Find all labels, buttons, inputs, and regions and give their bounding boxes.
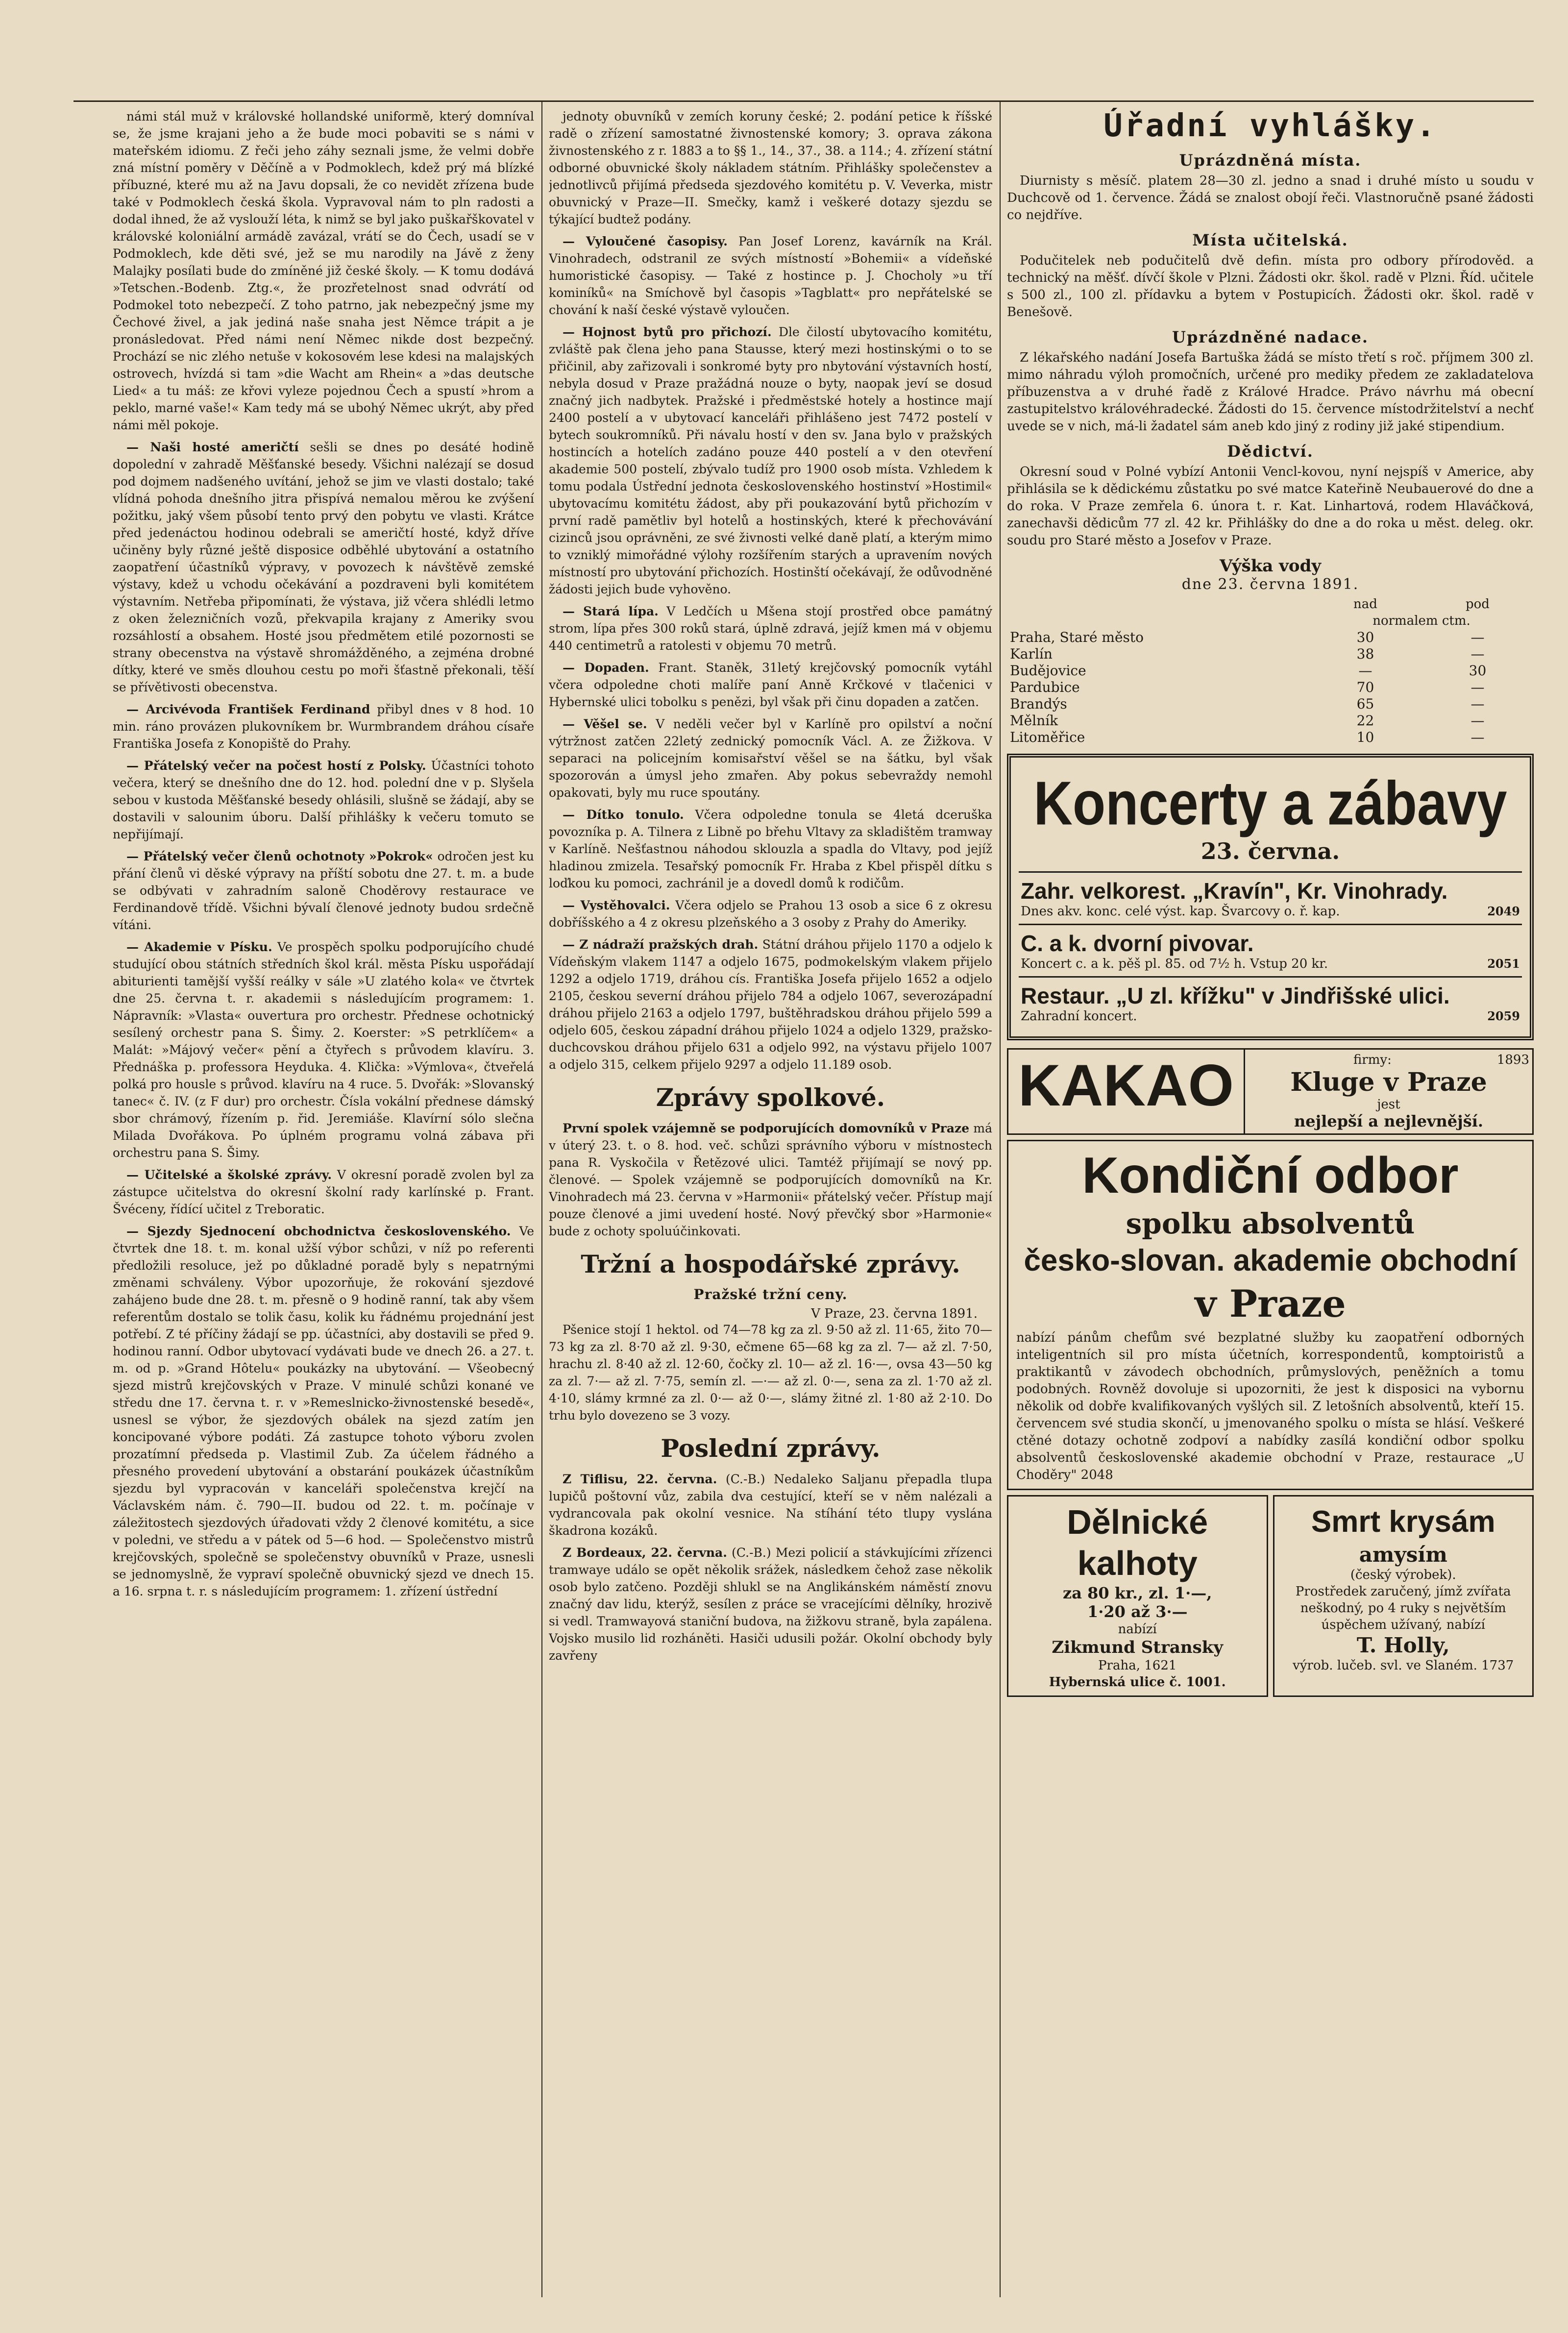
- article-lead: — Dopaden.: [563, 661, 649, 675]
- kakao-year: 1893: [1496, 1053, 1529, 1067]
- trzni-date: V Praze, 23. června 1891.: [811, 1306, 978, 1321]
- water-pod: —: [1470, 712, 1485, 729]
- delnicke-addr: Praha, 1621: [1098, 1658, 1177, 1673]
- article-paragraph: [113, 1223, 534, 1600]
- article-paragraph: [113, 108, 534, 434]
- article-paragraph: [113, 938, 534, 1161]
- water-row: [1007, 663, 1534, 679]
- water-head-pod: pod: [1465, 597, 1490, 612]
- article-paragraph: [549, 108, 992, 228]
- water-head-nad: nad: [1353, 597, 1377, 612]
- spolkove-title: Zprávy spolkové.: [656, 1083, 885, 1112]
- article-text: sešli se dnes po desáté hodině dopolední v zahradě Měšťanské besedy. Všichni nalézají se dosud pod dojmem nadšeného uvítání, jehož se jim ve vlasti dostalo; také vlídná pohoda dnešního jitra přispívá nemalou měrou ke zvýšení požitku, jaký všem působí tento prvý den pobytu ve vlasti. Krátce před jedenáctou hodinou odebrali se američtí hosté, když dříve učiněny byly různé ještě disposice odběhlé ubytování a ostatního zaopatření účastníků výpravy, v povozech k návštěvě zemské výstavy, kdež u vchodu očekávání a pozdraveni byli komitétem výstavním. Netřeba připomínati, že výstava, již včera shlédli letmo z oken železničních vozů, překvapila krajany z Ameriky svou rozsáhlostí a obsahem. Hosté jsou předmětem etilé pozornosti se strany obecenstva na výstavě shromážděného, a zejména drobné dítky, které ve směs dlouhou cestu po moři šťastně překonali, těší se přívětivosti obecenstva.: [113, 440, 534, 694]
- koncert-listing: [1019, 976, 1522, 1029]
- koncert-number: 2051: [1487, 957, 1520, 971]
- article-lead: — Učitelské a školské zprávy.: [126, 1168, 332, 1182]
- delnicke-big1: Dělnické: [1067, 1503, 1208, 1541]
- article-text: V Ledčích u Mšena stojí prostřed obce památný strom, lípa přes 300 roků stará, úplně zdravá, jejíž kmen má v objemu 440 centimetrů a ratolesti v objemu 70 metrů.: [549, 604, 992, 653]
- water-place: Praha, Staré město: [1010, 629, 1144, 645]
- article-paragraph: [549, 323, 992, 598]
- article-text: Dle čilostí ubytovacího komitétu, zvláště pak člena jeho pana Stausse, který mezi hostinskými o to se přičinil, aby zařizovali i sonkromé byty pro nbytování výstavních hostí, nebyla dosud v Praze pražádná nouze o byty, naopak jeví se dosud značný jich nadbytek. Pražské i předměstské hotely a hostince mají 2400 postelí a v ubytovací kanceláři přihlášeno jest 7472 postelí v bytech soukromníků. Při návalu hostí v den sv. Jana bylo v pražských hostincích a hotelích zadáno pouze 440 postelí a v den otevření akademie 500 postelí, zbývalo tudíž pro 1900 osob místa. Vzhledem k tomu podala Ústřední jednota československého hostinství »Hostimil« ubytovacímu komitétu žádost, aby při poukazování bytů přichozím v první radě pamětliv byl hotelů a hostinských, které k přechovávání cizinců jsou oprávněni, ze své živnosti velké daně platí, a kterým mimo to vzniklý mimořádné výlohy rozšířením starých a upravením nových místností pro ubytování přichozích. Hostinští očekávají, že odůvodněné žádosti jejich bude vyhověno.: [549, 325, 992, 596]
- notice-heading: Uprázdněné nadace.: [1172, 328, 1369, 346]
- article-lead: Z Bordeaux, 22. června.: [563, 1546, 727, 1560]
- article-text: Ve prospěch spolku podporujícího chudé studující obou státních středních škol král. města Písku uspořádají abiturienti tamější vyšší reálky v sále »U zlatého kola« ve čtvrtek dne 25. června t. r. akademii s následujícím programem: 1. Nápravník: »Vlasta« ouvertura pro orchestr. Přednese ochotnický sesílený orchestr pana S. Šimy. 2. Koerster: »S petrklíčem« a Malát: »Májový večer« pění a čtyřech s průvodem klavíru. 3. Přednáška p. professora Heyduka. 4. Klička: »Výmlova«, čtveřelá polká pro housle s průvod. klavíru na 4 ruce. 5. Dvořák: »Slovanský tanec« č. IV. (z F dur) pro orchestr. Čísla vokální přednese dámský sbor chrámový, řízením p. řid. Jeremiáše. Klavírní sólo slečna Milada Dvořákova. Po úplném programu volná zábava při orchestru pana S. Šimy.: [113, 940, 534, 1160]
- article-lead: — Vystěhovalci.: [563, 898, 670, 912]
- newspaper-page: [74, 100, 1534, 2297]
- article-paragraph: [113, 439, 534, 696]
- kondicni-body: nabízí pánům chefům své bezplatné služby ku zaopatření odborných inteligentních sil pro místa účetních, korrespondentů, komptoiristů a praktikantů v závodech obchodních, průmyslových, peněžních a tomu podobných. Rovněž dovoluje si upozorniti, že jest k disposici na vybornu několik od dobře kvalifikovaných vyšlých sil. Z letošních absolventů, kteří 15. červencem své studia skončí, u jmenovaného spolku o místa se hlásí. Veškeré ctěné dotazy ochotně zodpoví a nabídky zasílá kondiční odbor spolku absolventů československé akademie obchodní v Praze, restaurace „U Choděry" 2048: [1016, 1330, 1524, 1482]
- article-paragraph: [549, 936, 992, 1073]
- article-paragraph: [549, 897, 992, 931]
- water-row: [1007, 696, 1534, 712]
- koncert-listing: [1019, 924, 1522, 976]
- article-paragraph: [549, 806, 992, 892]
- water-pod: —: [1470, 629, 1485, 645]
- koncerty-heading: Koncerty a zábavy: [1033, 768, 1507, 838]
- koncert-number: 2059: [1487, 1009, 1520, 1023]
- water-place: Budějovice: [1010, 663, 1086, 679]
- column-2: [549, 108, 992, 2297]
- water-nad: 38: [1356, 646, 1374, 662]
- trzni-title: Tržní a hospodářské zprávy.: [581, 1250, 960, 1278]
- smrt-name: amysím: [1359, 1543, 1447, 1567]
- article-text: V neděli večer byl v Karlíně pro opilství a noční výtržnost zatčen 22letý zednický pomocník Václ. A. ze Žižkova. V separaci na policejním komisařství věšel se na šátku, byl však spozorován a úmysl jeho zmařen. Aby pokus sebevraždy nemohl opakovati, byly mu ruce spoutány.: [549, 717, 992, 800]
- article-text: Včera odpoledne tonula se 4letá dceruška povozníka p. A. Tilnera z Libně po břehu Vltavy za skladištěm tramway v Karlíně. Nešťastnou náhodou sklouzla a spadla do Vltavy, pod jejíž hladinou zmizela. Tesařský pomocník Fr. Hraba z Kbel přispěl dítku s loďkou ku pomoci, zachránil je a dovedl domů k rodičům.: [549, 808, 992, 890]
- kakao-ad: [1007, 1048, 1534, 1135]
- notice-heading: Uprázdněná místa.: [1179, 151, 1362, 170]
- delnicke-big2: kalhoty: [1077, 1544, 1198, 1582]
- water-row: [1007, 679, 1534, 696]
- water-place: Mělník: [1010, 712, 1058, 729]
- smrt-firm: T. Holly,: [1356, 1633, 1450, 1657]
- article-text: odročen jest ku přání členů vi děské výpravy na příští sobotu dne 27. t. m. a bude se odbývati v zahradním saloně Choděrovy restaurace ve Ferdinandově třídě. Všichni bývalí členové jednoty budou srdečně vítáni.: [113, 849, 534, 932]
- water-nad: 10: [1356, 729, 1374, 745]
- article-text: Účastníci tohoto večera, který se dnešního dne do 12. hod. polední dne v p. Slyšela sebou v kustoda Měšťanské besedy ohlásili, slušně se žádají, aby se dostavili v salounim úboru. Další přihlášky k večeru tomuto se nepřijímají.: [113, 759, 534, 841]
- water-row: [1007, 729, 1534, 746]
- notice-text: Okresní soud v Polné vybízí Antonii Vencl-kovou, nyní nejspíš v Americe, aby přihlásila se k dědickému zůstatku po své matce Kateřině Neubauerové do dne a do roka. V Praze zemřela 6. února t. r. Kat. Linhartová, rodem Hlaváčková, zanechavši dědicům 77 zl. 42 kr. Přihlášky do dne a do roka u měst. deleg. okr. soudu pro Staré město a Josefov v Praze.: [1007, 465, 1534, 548]
- article-paragraph: [549, 1544, 992, 1664]
- kondicni-t2: spolku absolventů: [1126, 1207, 1415, 1240]
- article-lead: — Věšel se.: [563, 717, 647, 731]
- koncert-venue: C. a k. dvorní pivovar.: [1021, 931, 1254, 956]
- kondicni-t4: v Praze: [1195, 1282, 1346, 1326]
- article-lead: — Naši hosté američtí: [126, 440, 299, 454]
- water-place: Litoměřice: [1010, 729, 1085, 745]
- article-lead: — Vyloučené časopisy.: [563, 234, 728, 248]
- water-table: [1007, 596, 1534, 746]
- column-rule: [541, 102, 542, 2297]
- trzni-text: Pšenice stojí 1 hektol. od 74—78 kg za zl. 9·50 až zl. 11·65, žito 70—73 kg za zl. 8·70 až zl. 9·30, ečmene 65—68 kg za zl. 7— až zl. 7·50, hrachu zl. 8·40 až zl. 12·60, čočky zl. 10— až zl. 16·—, ovsa 43—50 kg za zl. 7·— až zl. 7·75, semín zl. —·— až zl. 0·—, sena za zl. 1·70 až zl. 4·10, slámy krmné za zl. 0·— až 0·—, slámy žitné zl. 1·80 až 2·10. Do trhu bylo dovezeno se 3 vozy.: [549, 1323, 992, 1423]
- column-3: [1007, 108, 1534, 2297]
- notice-text: Diurnisty s měsíč. platem 28—30 zl. jedno a snad i druhé místo u soudu v Duchcově od 1. července. Žádá se znalost obojí řeči. Vlastnoručně psané žádosti co nejdříve.: [1007, 173, 1534, 222]
- notice-text: Podučitelek neb podučitelů dvě defin. místa pro odbory přírodověd. a technický na měšť. dívčí škole v Plzni. Žádosti okr. škol. radě v Plzni. Říd. učitele s 500 zl., 100 zl. přídavku a bytem v Postupicích. Žádosti okr. škol. radě v Benešově.: [1007, 253, 1534, 319]
- notice-heading: Místa učitelská.: [1192, 231, 1348, 249]
- article-paragraph: [113, 1166, 534, 1218]
- article-text: námi stál muž v královské hollandské uniformě, který domníval se, že jsme krajani jeho a že bude moci pobaviti se s námi v mateřském idiomu. Z řeči jeho záhy seznali jsme, že velmi dobře zná místní poměry v Děčíně a v Podmoklech, kdež prý má blízké příbuzné, které mu až na Javu dopsali, že co nevidět zřízena bude také v Podmoklech česká škola. Vypravoval nám to pln radosti a dodal ihned, že až vyslouží léta, k nimž se byl jako puškařškovatel v královské koloniální armádě zavázal, vrátí se do Čech, usadí se v Podmoklech, kde děti své, jež se mu narodily na Jávě z ženy Malajky posílati bude do zmíněné již české školy. — K tomu dodává »Tetschen.-Bodenb. Ztg.«, že prozřetelnost snad odvrátí od Podmokel toto nebezpečí. Z toho patrno, jak nebezpečný jsme my Čechové živel, a jak jediná naše snaha jest Němce trápit a je pronásledovat. Před námi není Němec nikde dost bezpečný. Prochází se nic zlého netuše v kokosovém lese kdesi na malajských ostrovech, hvízdá si tam »die Wacht am Rhein« a »das deutsche Lied« a tu máš: ze křovi vyleze pojednou Čech a spustí »hrom a peklo, marné vaše!« Kam tedy má se ubohý Němec ukrýt, aby před námi měl pokoje.: [113, 109, 534, 432]
- article-text: Státní dráhou přijelo 1170 a odjelo k Vídeňským vlakem 1147 a odjelo 1675, podmokelským vlakem přijelo 1292 a odjelo 1719, dráhou cís. Františka Josefa přijelo 1652 a odjelo 2105, českou severní dráhou přijelo 784 a odjelo 1067, severozápadní dráhou přijelo 2163 a odjelo 1797, buštěhradskou dráhou přijelo 599 a odjelo 605, českou západní dráhou přijelo 1024 a odjelo 1329, pražsko-duchcovskou dráhou přijelo 631 a odjelo 992, na výstavu přijelo 1007 a odjelo 315, celkem přijelo 9297 a odjelo 11.189 osob.: [549, 937, 992, 1072]
- article-lead: — Přátelský večer na počest hostí z Polsky.: [126, 759, 426, 773]
- article-lead: První spolek vzájemně se podporujících domovníků v Praze: [563, 1121, 970, 1135]
- water-nad: 70: [1356, 679, 1374, 695]
- smrt-text: Prostředek zaručený, jímž zvířata neškodný, po 4 ruky s největším úspěchem užívaný, nabízí: [1295, 1584, 1511, 1632]
- article-text: (C.-B.) Mezi policií a stávkujícími zřízenci tramwaye událo se opět několik srážek, následkem čehož zase několik osob bylo zatčeno. Později shlukl se na Anglikánském náměstí znovu značný dav lidu, kterýž, sesílen z práce se vracejícími dělníky, hrozivě si vedl. Tramwayová staniční budova, na žižkovu straně, byla zapálena. Vojsko musilo lid rozháněti. Hasiči udusili požár. Okolní obchody byly zavřeny: [549, 1546, 992, 1663]
- article-lead: — Dítko tonulo.: [563, 808, 684, 822]
- posledni-title: Poslední zprávy.: [661, 1434, 881, 1463]
- water-pod: —: [1470, 729, 1485, 745]
- kakao-word: KAKAO: [1008, 1050, 1245, 1133]
- article-paragraph: [113, 848, 534, 933]
- delnicke-ad: [1007, 1495, 1268, 1697]
- article-lead: — Hojnost bytů pro přichozí.: [563, 325, 772, 339]
- water-place: Karlín: [1010, 646, 1053, 662]
- kakao-kluge: Kluge v Praze: [1290, 1067, 1487, 1097]
- smrt-krysam-ad: [1273, 1495, 1534, 1697]
- delnicke-price1: za 80 kr., zl. 1·—,: [1063, 1584, 1212, 1602]
- water-nad: 22: [1356, 712, 1374, 729]
- article-paragraph: [113, 701, 534, 752]
- water-row: [1007, 629, 1534, 646]
- trzni-subtitle: Pražské tržní ceny.: [693, 1286, 848, 1302]
- kakao-nej: nejlepší a nejlevnější.: [1294, 1112, 1484, 1130]
- water-pod: —: [1470, 679, 1485, 695]
- koncert-number: 2049: [1487, 904, 1520, 918]
- article-lead: — Přátelský večer členů ochotnoty »Pokrok«: [126, 849, 433, 863]
- article-text: Frant. Staněk, 31letý krejčovský pomocník vytáhl včera odpoledne choti malíře paní Anně Krčkové v tlačenici v Hybernské ulici tobolku s penězi, byl však při činu dopaden a zatčen.: [549, 661, 992, 709]
- article-lead: — Arcivévoda František Ferdinand: [126, 702, 370, 716]
- article-lead: — Z nádraží pražských drah.: [563, 937, 759, 952]
- koncert-listing: [1019, 871, 1522, 924]
- kakao-jest: jest: [1377, 1097, 1400, 1112]
- kondicni-t3: česko-slovan. akademie obchodní: [1024, 1244, 1517, 1277]
- kakao-firm: firmy:: [1353, 1053, 1392, 1067]
- smrt-addr: výrob. lučeb. svl. ve Slaném. 1737: [1293, 1658, 1514, 1673]
- article-text: Pan Josef Lorenz, kavárník na Král. Vinohradech, odstranil ze svých místností »Bohemii« a vídeňské humoristické časopisy. — Také z hostince p. J. Chocholy »u tří kominíků« na Smíchově byl časopis »Tagblatt« pro nepřátelské se chování k naší české výstavě vyloučen.: [549, 234, 992, 317]
- article-paragraph: [549, 1471, 992, 1539]
- water-pod: —: [1470, 696, 1485, 712]
- kondicni-ad: [1007, 1140, 1534, 1490]
- delnicke-street: Hybernská ulice č. 1001.: [1049, 1675, 1226, 1690]
- article-text: (C.-B.) Nedaleko Saljanu přepadla tlupa lupičů poštovní vůz, zabila dva cestující, kteří se v něm nalézali a vydrancovala pak okolní vesnice. Na stíhání této tlupy vyslána škadrona kozáků.: [549, 1472, 992, 1538]
- water-date: dne 23. června 1891.: [1181, 576, 1359, 593]
- water-pod: 30: [1469, 663, 1487, 679]
- column-1: [113, 108, 534, 2297]
- water-header-row: [1007, 596, 1534, 613]
- column-rule: [1000, 102, 1001, 2297]
- article-paragraph: [549, 659, 992, 711]
- bottom-ads: [1007, 1495, 1534, 1697]
- article-lead: — Stará lípa.: [563, 604, 659, 618]
- water-nad: 65: [1356, 696, 1374, 712]
- article-text: jednoty obuvníků v zemích koruny české; 2. podání petice k říšské radě o zřízení samostatné živnostenské komory; 3. oprava zákona živnostenského z r. 1883 a to §§ 1., 14., 37., 38. a 114.; 4. zřízení státní odborné obuvnické školy nákladem státním. Přihlášky společenstev a jednotlivců přijímá předseda sjezdového komitétu p. V. Veverka, mistr obuvnický v Praze—II. Smečky, kamž i veškeré dotazy sjezdu se týkající budtež podány.: [549, 109, 992, 226]
- koncert-venue: Zahr. velkorest. „Kravín", Kr. Vinohrady.: [1021, 878, 1448, 904]
- water-place: Pardubice: [1010, 679, 1080, 695]
- water-title: Výška vody: [1219, 556, 1322, 576]
- uredni-title: Úřadní vyhlášky.: [1103, 108, 1437, 144]
- smrt-sub: (český výrobek).: [1350, 1568, 1456, 1582]
- article-paragraph: [549, 1120, 992, 1240]
- koncert-detail: Zahradní koncert.: [1021, 1009, 1137, 1024]
- article-lead: — Akademie v Písku.: [126, 940, 272, 954]
- article-paragraph: [549, 603, 992, 654]
- notice-heading: Dědictví.: [1227, 442, 1314, 461]
- article-text: Včera odjelo se Prahou 13 osob a sice 6 z okresu dobříšského a 4 z okresu plzeňského a 3 osoby z Prahy do Ameriky.: [549, 898, 992, 930]
- water-place: Brandýs: [1010, 696, 1067, 712]
- notice-text: Z lékařského nadání Josefa Bartuška žádá se místo třetí s roč. příjmem 300 zl. mimo náhradu výloh promočních, určené pro mediky předem ze zakladatelova příbuzenstva a v druhé řadě z Králové Hradce. Právo návrhu má obecní zastupitelstvo královéhradecké. Žádosti do 15. července místodržitelství a nechť uvede se v nich, má-li žadatel sám aneb kdo jiný z rodiny již jaké stipendium.: [1007, 350, 1534, 434]
- article-lead: Z Tiflisu, 22. června.: [563, 1472, 717, 1486]
- koncert-detail: Koncert c. a k. pěš pl. 85. od 7½ h. Vstup 20 kr.: [1021, 957, 1328, 971]
- koncert-detail: Dnes akv. konc. celé výst. kap. Švarcovy o. ř. kap.: [1021, 904, 1340, 919]
- water-row: [1007, 646, 1534, 663]
- kondicni-t1: Kondiční odbor: [1082, 1147, 1459, 1204]
- delnicke-price2: 1·20 až 3·—: [1087, 1602, 1188, 1621]
- water-pod: —: [1470, 646, 1485, 662]
- water-nad: 30: [1356, 629, 1374, 645]
- article-lead: — Sjezdy Sjednocení obchodnictva československého.: [126, 1224, 511, 1238]
- article-paragraph: [113, 757, 534, 843]
- koncerty-date: 23. června.: [1200, 838, 1340, 864]
- article-text: Ve čtvrtek dne 18. t. m. konal užší výbor schůzi, v níž po referenti předložili resoluce, jež po důkladné poradě byly s nepatrnými změnami schváleny. Výbor upozorňuje, že rokování sjezdové zahájeno bude dne 28. t. m. přesně o 9 hodině ranní, tak aby všem referentům dostalo se tolik času, kolik ku řádnému projednání jest potřebí. Z té příčiny žádají se pp. účastníci, aby dostavili se před 9. hodinou ranní. Odbor ubytovací vydávati bude ve dnech 26. a 27. t. m. od p. »Grand Hôtelu« poukázky na ubytování. — Všeobecný sjezd mistrů krejčovských v Praze. V minulé schůzi konané ve středu dne 17. června t. r. v »Remeslnicko-živnostenské besedě«, usnesl se výbor, že sjezdových obálek na sjezd zatím jen koncipované výbore podáti. Zá zastupce tohoto výboru zvolen prozatímní předseda p. Vlastimil Zub. Za účelem řádného a přesného provedení ubytování a obstarání poukázek účastníkům sjezdu byl vypracován v kanceláři společenstva krejčí na Václavském nám. č. 790—II. budou od 22. t. m. počínaje v záležitostech sjezdových úřadovati vždy 2 členové komitétu, a sice v poledni, ve středu a v pátek od 5—6 hod. — Společenstvo mistrů krejčovských, společně se společenstvy obuvníků v Praze, usnesli se jednomyslně, že vypraví společně obuvnický sjezd ve dnech 15. a 16. srpna t. r. s následujícím programem: 1. zřízení ústřední: [113, 1224, 534, 1598]
- article-text: V okresní poradě zvolen byl za zástupce učitelstva do okresní školní rady karlínské p. Frant. Švéceny, řídící učitel z Treboratic.: [113, 1168, 534, 1216]
- article-text: přibyl dnes v 8 hod. 10 min. ráno provázen plukovníkem br. Wurmbrandem dráhou císaře Františka Josefa z Konopiště do Prahy.: [113, 702, 534, 751]
- delnicke-firm: Zikmund Stransky: [1052, 1638, 1224, 1657]
- koncert-venue: Restaur. „U zl. křížku" v Jindřišské ulici.: [1021, 983, 1450, 1008]
- koncerty-ad: [1007, 754, 1534, 1040]
- water-head-unit: normalem ctm.: [1372, 614, 1470, 628]
- article-paragraph: [549, 233, 992, 319]
- delnicke-nabizi: nabízí: [1118, 1622, 1157, 1637]
- article-text: má v úterý 23. t. o 8. hod. več. schůzi správního výboru v místnostech pana R. Vyskočila v Řetězové ulici. Tamtéž přijímají se nový pp. členové. — Spolek vzájemně se podporujících domovníků na Kr. Vinohradech má 23. června v »Harmonii« přátelský večer. Přístup mají pouze členové a jimi uvedení hosté. Nový převčký sbor »Harmonie« bude z ochoty spoluúčinkovati.: [549, 1121, 992, 1238]
- smrt-big: Smrt krysám: [1311, 1505, 1495, 1539]
- article-paragraph: [549, 715, 992, 801]
- water-nad: —: [1358, 663, 1372, 679]
- water-row: [1007, 712, 1534, 729]
- water-unit-row: [1007, 613, 1534, 629]
